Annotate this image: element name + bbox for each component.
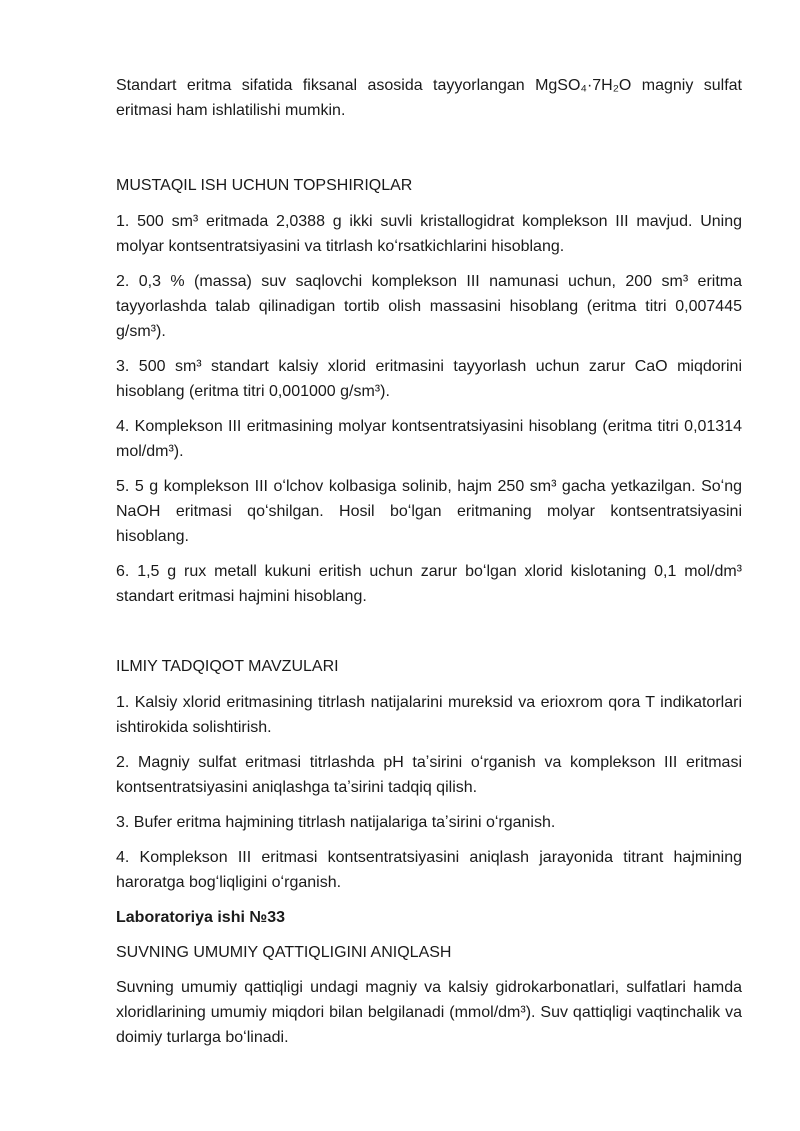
task-item: 4. Komplekson III eritmasining molyar kontsentratsiyasini hisoblang (eritma titri 0,01314 mol/dm³). (116, 418, 742, 460)
lab-body-paragraph: Suvning umumiy qattiqligi undagi magniy va kalsiy gidrokarbonatlari, sulfatlari hamda xloridlarining umumiy miqdori bilan belgilanadi (mmol/dm³). Suv qattiqligi vaqtinchalik va doimiy turlarga boʻlinadi. (116, 979, 742, 1046)
topics-heading: ILMIY TADQIQOT MAVZULARI (116, 658, 339, 675)
tasks-heading: MUSTAQIL ISH UCHUN TOPSHIRIQLAR (116, 177, 413, 194)
task-item: 6. 1,5 g rux metall kukuni eritish uchun zarur boʻlgan xlorid kislotaning 0,1 mol/dm³ standart eritmasi hajmini hisoblang. (116, 563, 742, 605)
lab-title: Laboratoriya ishi №33 (116, 909, 285, 926)
topic-item: 1. Kalsiy xlorid eritmasining titrlash natijalarini mureksid va erioxrom qora T indikatorlari ishtirokida solishtirish. (116, 694, 742, 736)
topic-item: 2. Magniy sulfat eritmasi titrlashda pH taʼsirini oʻrganish va komplekson III eritmasi kontsentratsiyasini aniqlashga taʼsirini tadqiq qilish. (116, 754, 742, 796)
lab-heading: SUVNING UMUMIY QATTIQLIGINI ANIQLASH (116, 944, 452, 961)
task-item: 5. 5 g komplekson III oʻlchov kolbasiga solinib, hajm 250 sm³ gacha yetkazilgan. Soʻng NaOH eritmasi qoʻshilgan. Hosil boʻlgan eritmaning molyar kontsentratsiyasini hisoblang. (116, 478, 742, 545)
task-item: 3. 500 sm³ standart kalsiy xlorid eritmasini tayyorlash uchun zarur CaO miqdorini hisoblang (eritma titri 0,001000 g/sm³). (116, 358, 742, 400)
task-item: 2. 0,3 % (massa) suv saqlovchi komplekson III namunasi uchun, 200 sm³ eritma tayyorlashda talab qilinadigan tortib olish massasini hisoblang (eritma titri 0,007445 g/sm³). (116, 273, 742, 340)
intro-paragraph: Standart eritma sifatida fiksanal asosida tayyorlangan MgSO₄·7H₂O magniy sulfat eritmasi ham ishlatilishi mumkin. (116, 77, 742, 119)
task-item: 1. 500 sm³ eritmada 2,0388 g ikki suvli kristallogidrat komplekson III mavjud. Uning molyar kontsentratsiyasini va titrlash koʻrsatkichlarini hisoblang. (116, 213, 742, 255)
topic-item: 4. Komplekson III eritmasi kontsentratsiyasini aniqlash jarayonida titrant hajmining haroratga bogʻliqligini oʻrganish. (116, 849, 742, 891)
topic-item: 3. Bufer eritma hajmining titrlash natijalariga taʼsirini oʻrganish. (116, 814, 556, 831)
